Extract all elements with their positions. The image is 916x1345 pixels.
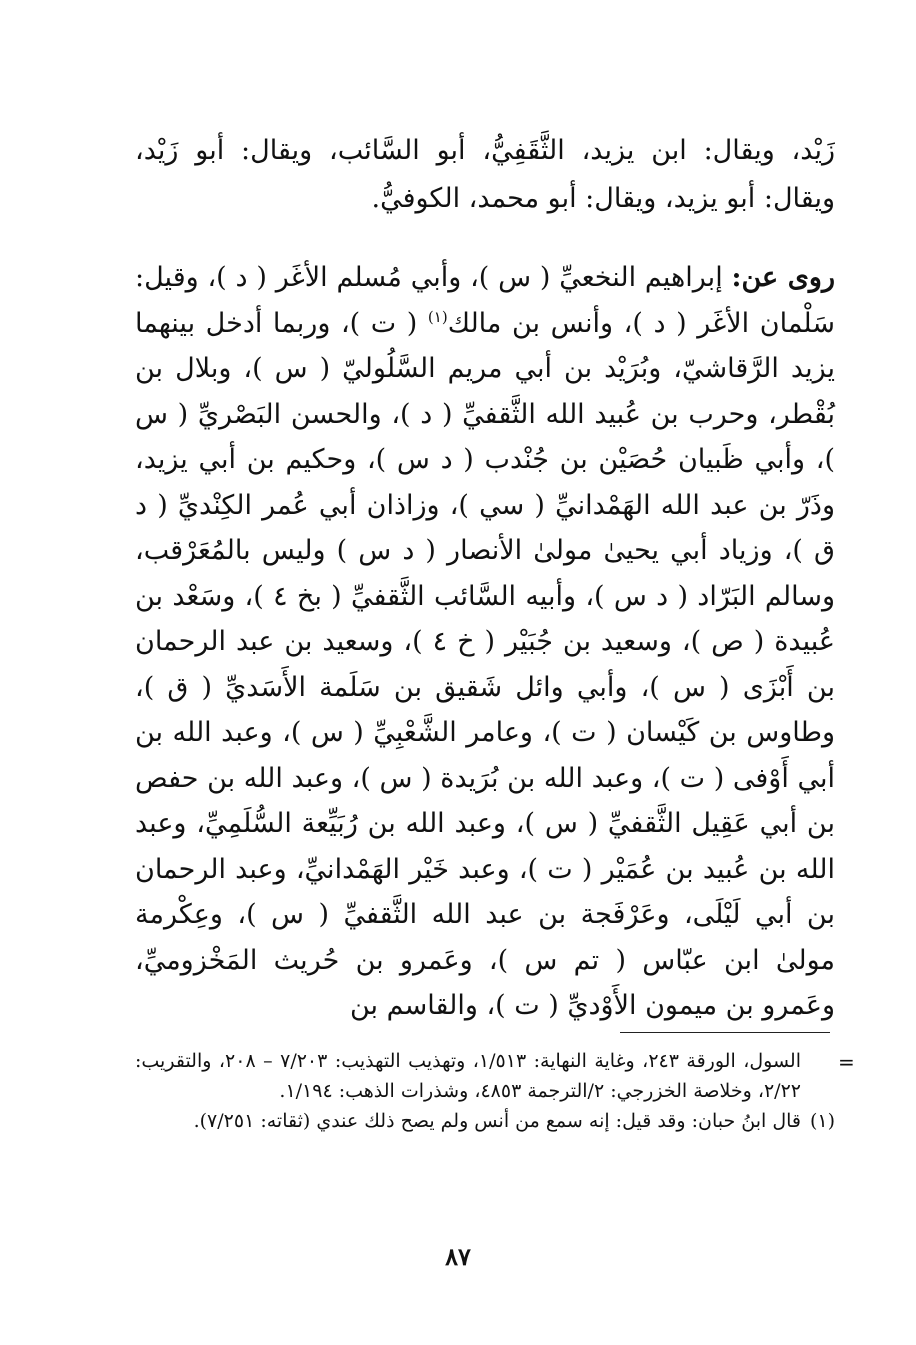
footnote-1 — [135, 1106, 835, 1136]
footnote-continuation-text: السول، الورقة ٢٤٣، وغاية النهاية: ١/٥١٣، وتهذيب التهذيب: ٧/٢٠٣ – ٢٠٨، والتقريب: ٢/٢٢، وخلاصة الخزرجي: ٢/الترجمة ٤٨٥٣، وشذرات الذهب: ١/١٩٤. — [135, 1050, 801, 1102]
intro-text: زَيْد، ويقال: ابن يزيد، الثَّقَفِيُّ، أبو السَّائب، ويقال: أبو زَيْد، ويقال: أبو يزيد، ويقال: أبو محمد، الكوفيُّ. — [135, 135, 835, 214]
page-number: ٨٧ — [445, 1242, 471, 1271]
footnote-reference: (١) — [427, 307, 448, 326]
footnotes-section — [135, 1046, 835, 1136]
narration-text-before-note: إبراهيم النخعيِّ ( س )، وأبي مُسلم الأغَر ( د )، وقيل: سَلْمان الأغَر ( د )، وأنس بن مالك — [135, 262, 835, 339]
narrators-paragraph — [135, 255, 835, 1029]
footnote-separator — [620, 1032, 830, 1033]
footnote-continuation — [135, 1046, 835, 1106]
biography-intro — [135, 127, 835, 223]
narration-text-after-note: ( ت )، وربما أدخل بينهما يزيد الرَّقاشيّ، وبُرَيْد بن أبي مريم السَّلُوليّ ( س )، وبلال بن بُقْطر، وحرب بن عُبيد الله الثَّقفيِّ ( د )، والحسن البَصْريِّ ( س )، وأبي ظَبيان حُصَيْن بن جُنْدب ( د س )، وحكيم بن أبي يزيد، وذَرّ بن عبد الله الهَمْدانيِّ ( سي )، وزاذان أبي عُمر الكِنْديِّ ( د ق )، وزياد أبي يحيىٰ مولىٰ الأنصار ( د س ) وليس بالمُعَرْقب، وسالم البَرّاد ( د س )، وأبيه السَّائب الثَّقفيِّ ( بخ ٤ )، وسَعْد بن عُبيدة ( ص )، وسعيد بن جُبَيْر ( خ ٤ )، وسعيد بن عبد الرحمان بن أَبْزَى ( س )، وأبي وائل شَقيق بن سَلَمة الأَسَديِّ ( ق )، وطاوس بن كَيْسان ( ت )، وعامر الشَّعْبِيِّ ( س )، وعبد الله بن أبي أَوْفى ( ت )، وعبد الله بن بُرَيدة ( س )، وعبد الله بن حفص بن أبي عَقِيل الثَّقفيِّ ( س )، وعبد الله بن رُبَيِّعة السُّلَمِيِّ، وعبد الله بن عُبيد بن عُمَيْر ( ت )، وعبد خَيْر الهَمْدانيِّ، وعبد الرحمان بن أبي لَيْلَى، وعَرْفَجة بن عبد الله الثَّقفيِّ ( س )، وعِكْرمة مولىٰ ابن عبّاس ( تم س )، وعَمرو بن حُريث المَخْزوميِّ، وعَمرو بن ميمون الأَوْديِّ ( ت )، والقاسم بن — [135, 307, 835, 1021]
footnote-1-marker: (١) — [809, 1110, 835, 1132]
footnote-continuation-marker: = — [838, 1050, 855, 1074]
narration-lead: روى عن: — [731, 262, 835, 293]
footnote-1-text: قال ابنُ حبان: وقد قيل: إنه سمع من أنس ولم يصح ذلك عندي (ثقاته: ٧/٢٥١). — [193, 1110, 801, 1132]
